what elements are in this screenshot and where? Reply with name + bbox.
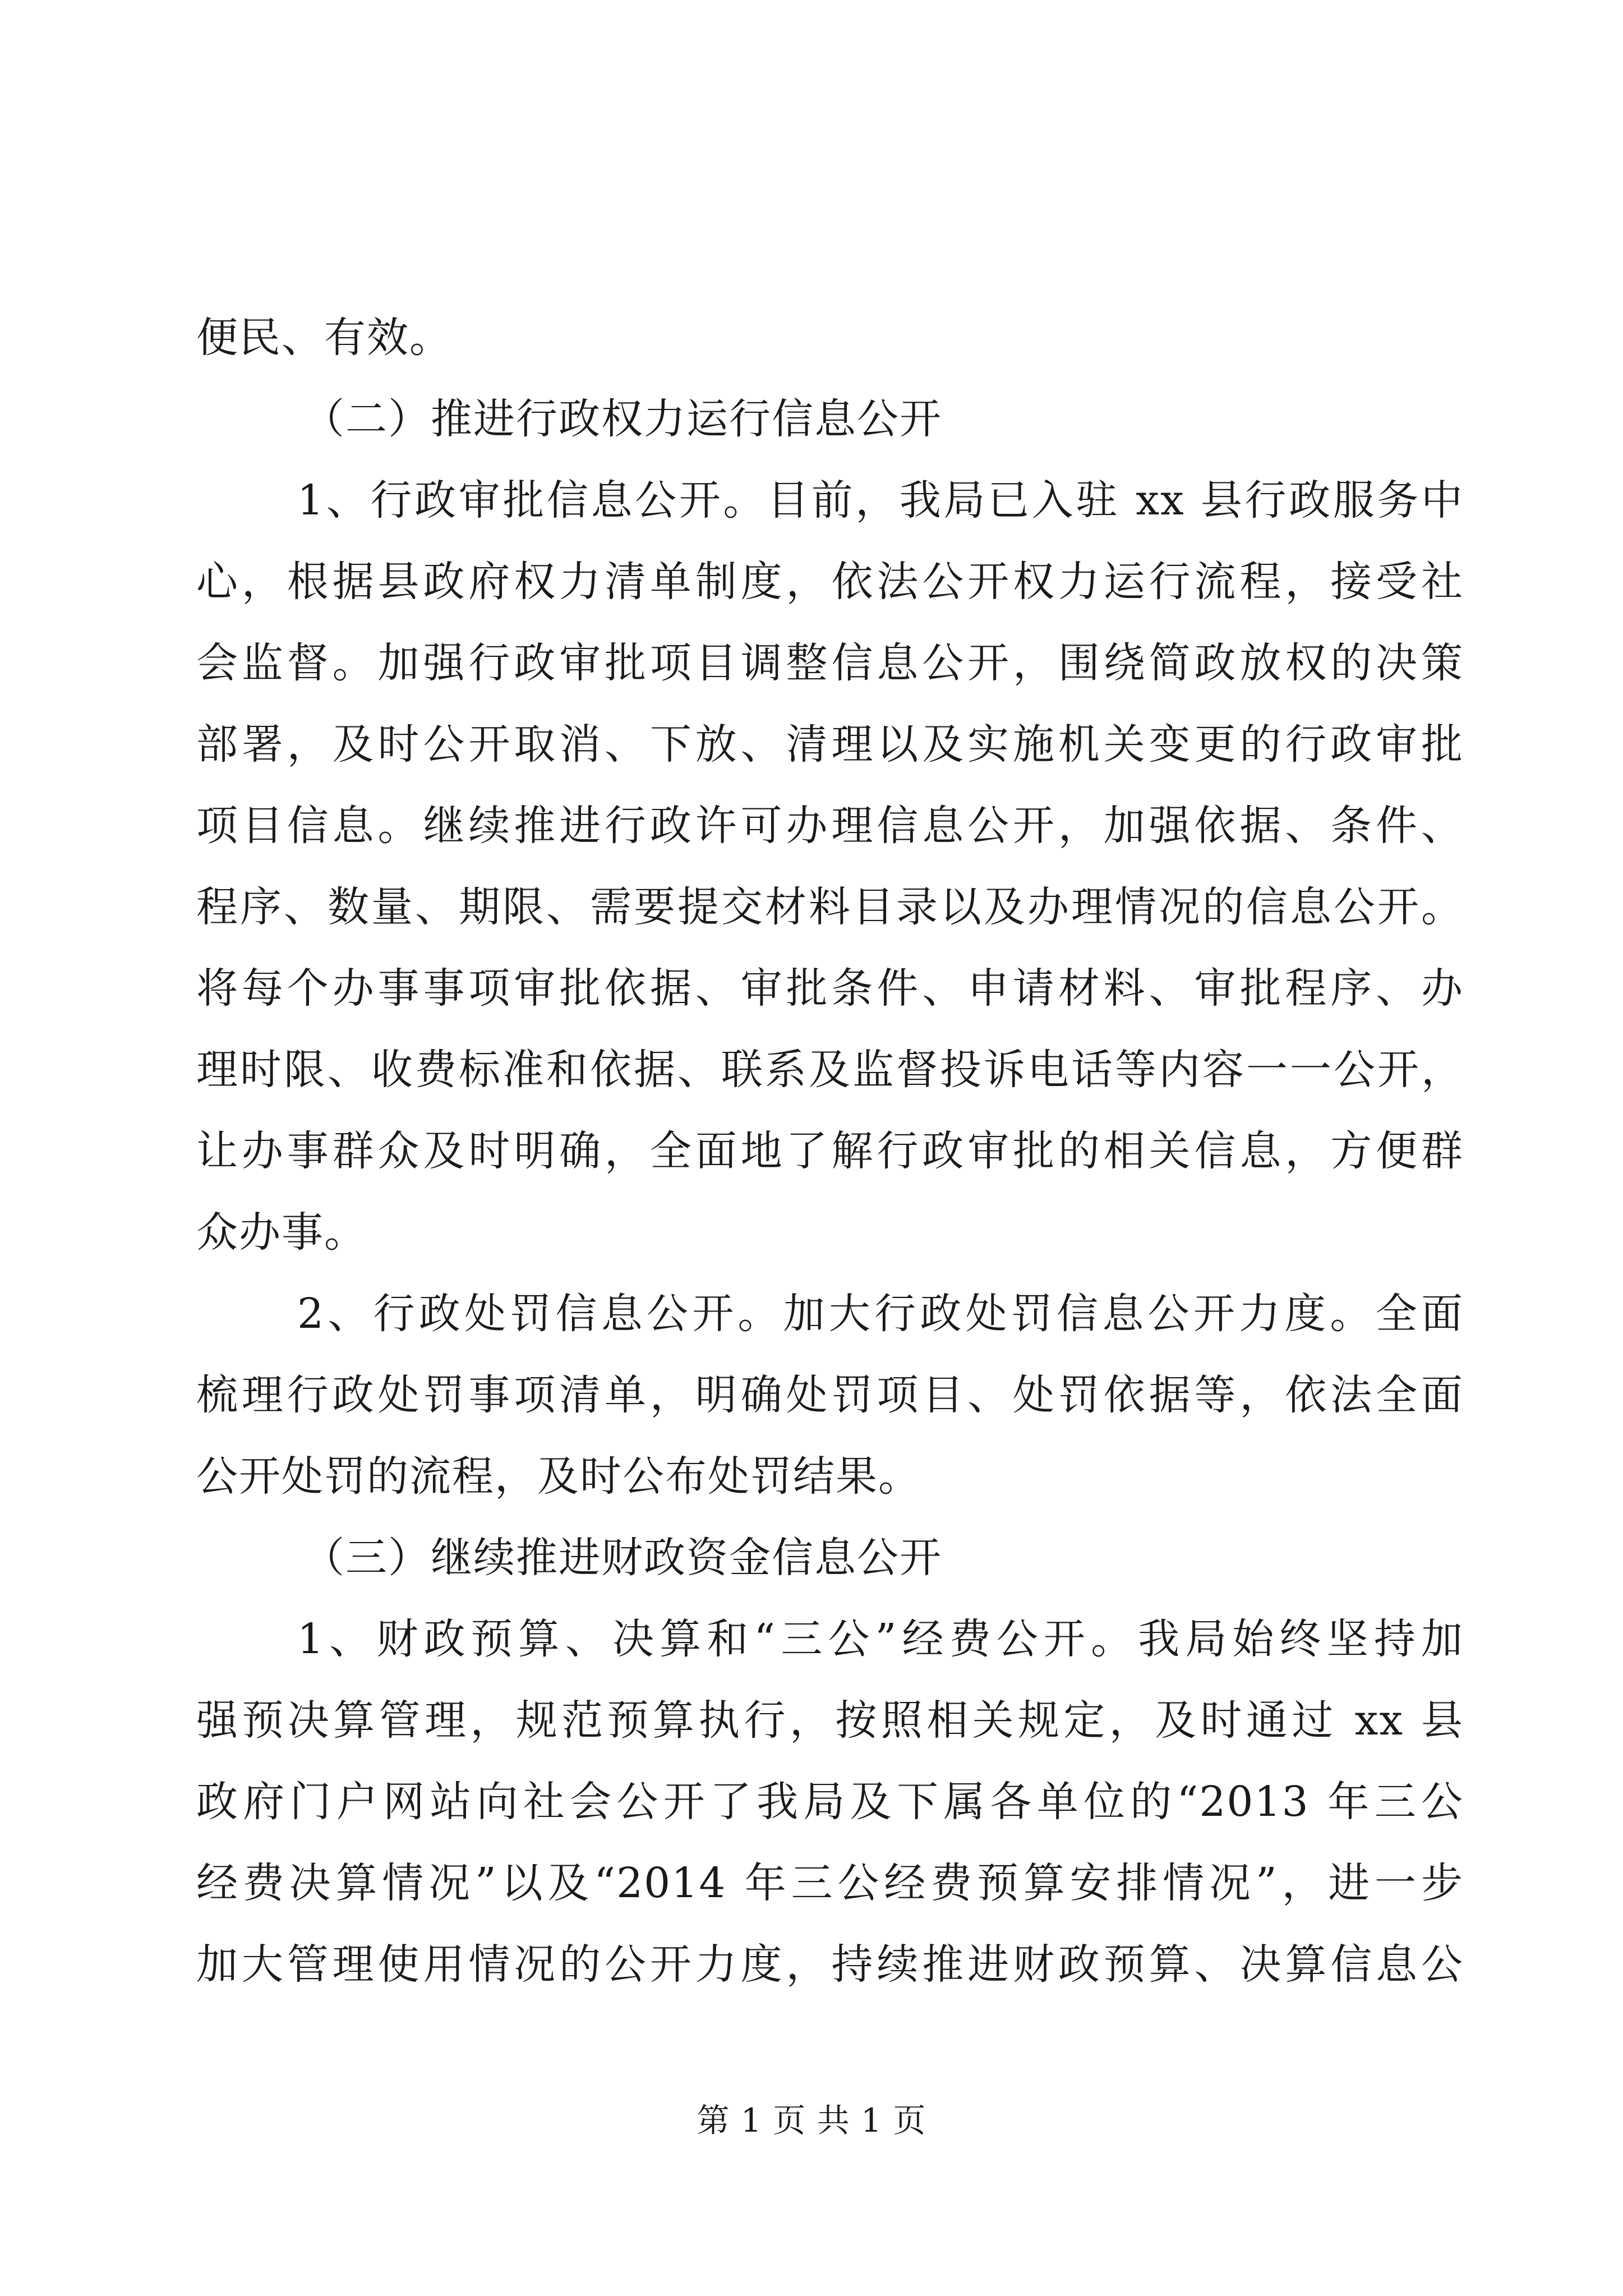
body-text-line: 理时限、收费标准和依据、联系及监督投诉电话等内容一一公开， — [196, 1046, 1464, 1094]
body-text-line: 让办事群众及时明确，全面地了解行政审批的相关信息，方便群 — [196, 1127, 1464, 1175]
body-text-line: 部署，及时公开取消、下放、清理以及实施机关变更的行政审批 — [196, 720, 1464, 769]
body-text-line: 众办事。 — [196, 1208, 367, 1257]
body-text-line: 加大管理使用情况的公开力度，持续推进财政预算、决算信息公 — [196, 1940, 1464, 1989]
body-text-line: 项目信息。继续推进行政许可办理信息公开，加强依据、条件、 — [196, 802, 1464, 850]
body-text-line: 将每个办事事项审批依据、审批条件、申请材料、审批程序、办 — [196, 964, 1464, 1013]
body-text-line: 便民、有效。 — [196, 314, 452, 362]
body-text-line: 1、行政审批信息公开。目前，我局已入驻 xx 县行政服务中 — [297, 476, 1464, 524]
body-text-line: 公开处罚的流程，及时公布处罚结果。 — [196, 1452, 921, 1501]
section-heading: （二）推进行政权力运行信息公开 — [303, 395, 942, 443]
body-text-line: 2、行政处罚信息公开。加大行政处罚信息公开力度。全面 — [297, 1290, 1464, 1338]
body-text-line: 会监督。加强行政审批项目调整信息公开，围绕简政放权的决策 — [196, 639, 1464, 687]
body-text-line: 政府门户网站向社会公开了我局及下属各单位的“2013 年三公 — [196, 1778, 1464, 1826]
body-text-line: 经费决算情况”以及“2014 年三公经费预算安排情况”，进一步 — [196, 1859, 1464, 1907]
body-text-line: 梳理行政处罚事项清单，明确处罚项目、处罚依据等，依法全面 — [196, 1371, 1464, 1419]
page-footer: 第 1 页 共 1 页 — [697, 2101, 926, 2139]
body-text-line: 心，根据县政府权力清单制度，依法公开权力运行流程，接受社 — [196, 558, 1464, 606]
body-text-line: 强预决算管理，规范预算执行，按照相关规定，及时通过 xx 县 — [196, 1696, 1464, 1745]
section-heading: （三）继续推进财政资金信息公开 — [303, 1534, 942, 1582]
body-text-line: 1、财政预算、决算和“三公”经费公开。我局始终坚持加 — [297, 1615, 1464, 1663]
body-text-line: 程序、数量、期限、需要提交材料目录以及办理情况的信息公开。 — [196, 883, 1464, 931]
